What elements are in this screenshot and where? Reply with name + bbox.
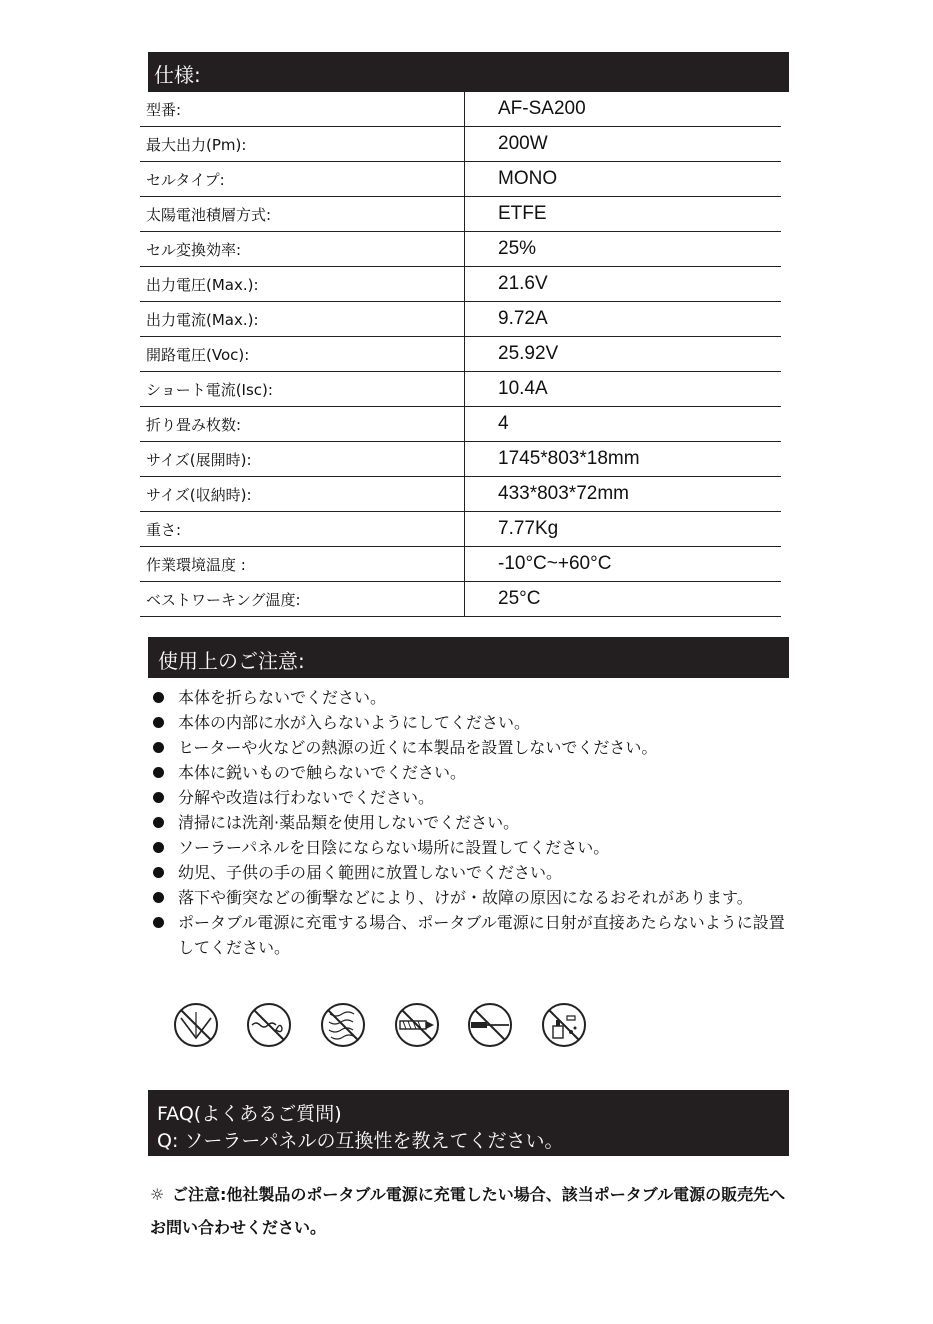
notes-list-item (153, 710, 793, 735)
bullet-icon (153, 867, 164, 878)
spec-label: 型番: (140, 92, 465, 127)
notes-header-bar (148, 637, 789, 678)
bullet-icon (153, 892, 164, 903)
spec-row (140, 92, 781, 127)
spec-label: 作業環境温度 : (140, 547, 465, 582)
spec-value: ETFE (498, 203, 547, 224)
spec-label: セル変換効率: (140, 232, 465, 267)
notes-list-item (153, 735, 793, 760)
spec-row (140, 232, 781, 267)
bullet-icon (153, 817, 164, 828)
no-heat-icon (320, 1002, 366, 1048)
spec-value: 25% (498, 238, 537, 259)
notes-item-text: 落下や衝突などの衝撃などにより、けが・故障の原因になるおそれがあります。 (178, 888, 753, 907)
spec-value: MONO (498, 168, 558, 189)
bullet-icon (153, 717, 164, 728)
notes-item-text: 分解や改造は行わないでください。 (178, 788, 435, 807)
bullet-icon (153, 792, 164, 803)
bullet-icon (153, 692, 164, 703)
notes-list-item (153, 785, 793, 810)
spec-row (140, 372, 781, 407)
spec-label: ベストワーキング温度: (140, 582, 465, 617)
faq-title: FAQ(よくあるご質問) (157, 1103, 342, 1125)
notes-item-text: 幼児、子供の手の届く範囲に放置しないでください。 (178, 863, 563, 882)
spec-label: 太陽電池積層方式: (140, 197, 465, 232)
spec-table (140, 92, 781, 617)
spec-label: ショート電流(Isc): (140, 372, 465, 407)
bullet-icon (153, 917, 164, 928)
spec-value: 4 (498, 413, 509, 434)
spec-value: 1745*803*18mm (498, 448, 640, 469)
no-water-icon (246, 1002, 292, 1048)
notes-list (153, 685, 793, 960)
spec-row (140, 127, 781, 162)
spec-label: 重さ: (140, 512, 465, 547)
spec-label: サイズ(収納時): (140, 477, 465, 512)
spec-label: 開路電圧(Voc): (140, 337, 465, 372)
spec-row (140, 547, 781, 582)
notes-item-text: ポータブル電源に充電する場合、ポータブル電源に日射が直接あたらないように設置してください。 (178, 913, 785, 957)
notes-list-item (153, 910, 793, 960)
spec-value: 433*803*72mm (498, 483, 629, 504)
spec-value: 21.6V (498, 273, 548, 294)
notes-list-item (153, 810, 793, 835)
bullet-icon (153, 742, 164, 753)
spec-row (140, 442, 781, 477)
spec-label: セルタイプ: (140, 162, 465, 197)
sun-icon: ☼ (150, 1185, 165, 1204)
spec-row (140, 337, 781, 372)
spec-heading: 仕様: (154, 63, 201, 87)
spec-row (140, 512, 781, 547)
notes-list-item (153, 685, 793, 710)
spec-row (140, 407, 781, 442)
notes-list-item (153, 760, 793, 785)
spec-header-bar (148, 52, 789, 92)
spec-label: サイズ(展開時): (140, 442, 465, 477)
no-folding-icon (173, 1002, 219, 1048)
spec-value: 10.4A (498, 378, 548, 399)
notes-heading: 使用上のご注意: (158, 649, 305, 673)
notes-item-text: 本体の内部に水が入らないようにしてください。 (178, 713, 531, 732)
notes-list-item (153, 835, 793, 860)
spec-row (140, 162, 781, 197)
faq-question: Q: ソーラーパネルの互換性を教えてください。 (157, 1130, 564, 1152)
notes-list-item (153, 885, 793, 910)
spec-row (140, 267, 781, 302)
caution-text: ご注意:他社製品のポータブル電源に充電したい場合、該当ポータブル電源の販売先へお問い合わせください。 (150, 1185, 786, 1237)
notes-list-item (153, 860, 793, 885)
no-disassembly-icon (467, 1002, 513, 1048)
notes-item-text: 本体に鋭いもので触らないでください。 (178, 763, 467, 782)
faq-header-bar (148, 1090, 789, 1156)
notes-item-text: ソーラーパネルを日陰にならない場所に設置してください。 (178, 838, 610, 857)
warning-icons (173, 1002, 593, 1052)
spec-value: -10°C~+60°C (498, 553, 612, 574)
spec-row (140, 197, 781, 232)
spec-label: 出力電流(Max.): (140, 302, 465, 337)
spec-value: 9.72A (498, 308, 548, 329)
bullet-icon (153, 767, 164, 778)
spec-row (140, 302, 781, 337)
no-sharp-objects-icon (394, 1002, 440, 1048)
no-chemicals-icon (541, 1002, 587, 1048)
spec-label: 出力電圧(Max.): (140, 267, 465, 302)
spec-value: 25.92V (498, 343, 559, 364)
spec-value: AF-SA200 (498, 98, 586, 119)
spec-value: 7.77Kg (498, 518, 559, 539)
notes-item-text: ヒーターや火などの熱源の近くに本製品を設置しないでください。 (178, 738, 658, 757)
spec-label: 最大出力(Pm): (140, 127, 465, 162)
spec-row (140, 582, 781, 617)
spec-label: 折り畳み枚数: (140, 407, 465, 442)
spec-value: 25°C (498, 588, 541, 609)
spec-row (140, 477, 781, 512)
spec-value: 200W (498, 133, 548, 154)
notes-item-text: 本体を折らないでください。 (178, 688, 387, 707)
notes-item-text: 清掃には洗剤·薬品類を使用しないでください。 (178, 813, 520, 832)
caution-note (150, 1178, 790, 1244)
bullet-icon (153, 842, 164, 853)
